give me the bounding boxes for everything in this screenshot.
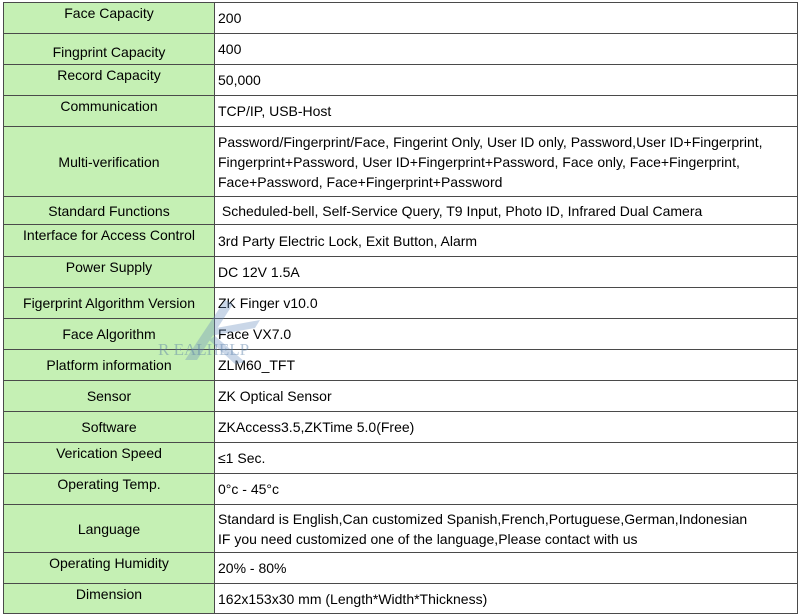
row-label: Dimension — [4, 584, 215, 614]
row-label: Communication — [4, 96, 215, 127]
spec-table — [3, 2, 798, 614]
row-value: Password/Fingerprint/Face, Fingerint Only, User ID only, Password,User ID+Fingerprint, Fingerprint+Password, User ID+Fingerprint+Password, Face only, Face+Fingerprint, Face+Password, Face+Fingerprint+Password — [215, 127, 798, 197]
row-value: ≤1 Sec. — [215, 443, 798, 474]
row-value: Face VX7.0 — [215, 319, 798, 350]
row-value: 50,000 — [215, 65, 798, 96]
row-value: DC 12V 1.5A — [215, 257, 798, 288]
table-row — [4, 225, 798, 257]
table-row — [4, 197, 798, 225]
table-row — [4, 350, 798, 381]
row-value: Scheduled-bell, Self-Service Query, T9 Input, Photo ID, Infrared Dual Camera — [215, 197, 798, 225]
row-value: ZK Finger v10.0 — [215, 288, 798, 319]
row-label: Fingprint Capacity — [4, 34, 215, 65]
table-row — [4, 3, 798, 34]
row-label: Operating Humidity — [4, 553, 215, 584]
row-value: 0°c - 45°c — [215, 474, 798, 505]
watermark-text: R EALHELP — [158, 340, 250, 359]
table-row — [4, 34, 798, 65]
row-label: Face Capacity — [4, 3, 215, 34]
row-label: Multi-verification — [4, 127, 215, 197]
row-value: TCP/IP, USB-Host — [215, 96, 798, 127]
row-label: Software — [4, 412, 215, 443]
row-value: Standard is English,Can customized Spanish,French,Portuguese,German,Indonesian IF you need customized one of the language,Please contact with us — [215, 505, 798, 553]
table-row — [4, 96, 798, 127]
row-label: Language — [4, 505, 215, 553]
table-row — [4, 381, 798, 412]
row-label: Interface for Access Control — [4, 225, 215, 257]
row-label: Record Capacity — [4, 65, 215, 96]
row-value: 400 — [215, 34, 798, 65]
table-row — [4, 288, 798, 319]
table-row — [4, 319, 798, 350]
row-label: Sensor — [4, 381, 215, 412]
table-row — [4, 257, 798, 288]
table-row — [4, 412, 798, 443]
row-value: ZKAccess3.5,ZKTime 5.0(Free) — [215, 412, 798, 443]
table-row — [4, 443, 798, 474]
row-label: Platform information — [4, 350, 215, 381]
table-row — [4, 127, 798, 197]
row-label: Verication Speed — [4, 443, 215, 474]
row-label: Figerprint Algorithm Version — [4, 288, 215, 319]
row-value: 20% - 80% — [215, 553, 798, 584]
row-label: Face Algorithm — [4, 319, 215, 350]
row-label: Operating Temp. — [4, 474, 215, 505]
row-value: 162x153x30 mm (Length*Width*Thickness) — [215, 584, 798, 614]
row-label: Standard Functions — [4, 197, 215, 225]
table-row — [4, 65, 798, 96]
row-value: ZK Optical Sensor — [215, 381, 798, 412]
row-value: 3rd Party Electric Lock, Exit Button, Alarm — [215, 225, 798, 257]
table-row — [4, 474, 798, 505]
row-label: Power Supply — [4, 257, 215, 288]
table-row — [4, 584, 798, 614]
row-value: 200 — [215, 3, 798, 34]
row-value: ZLM60_TFT — [215, 350, 798, 381]
table-row — [4, 553, 798, 584]
table-row — [4, 505, 798, 553]
